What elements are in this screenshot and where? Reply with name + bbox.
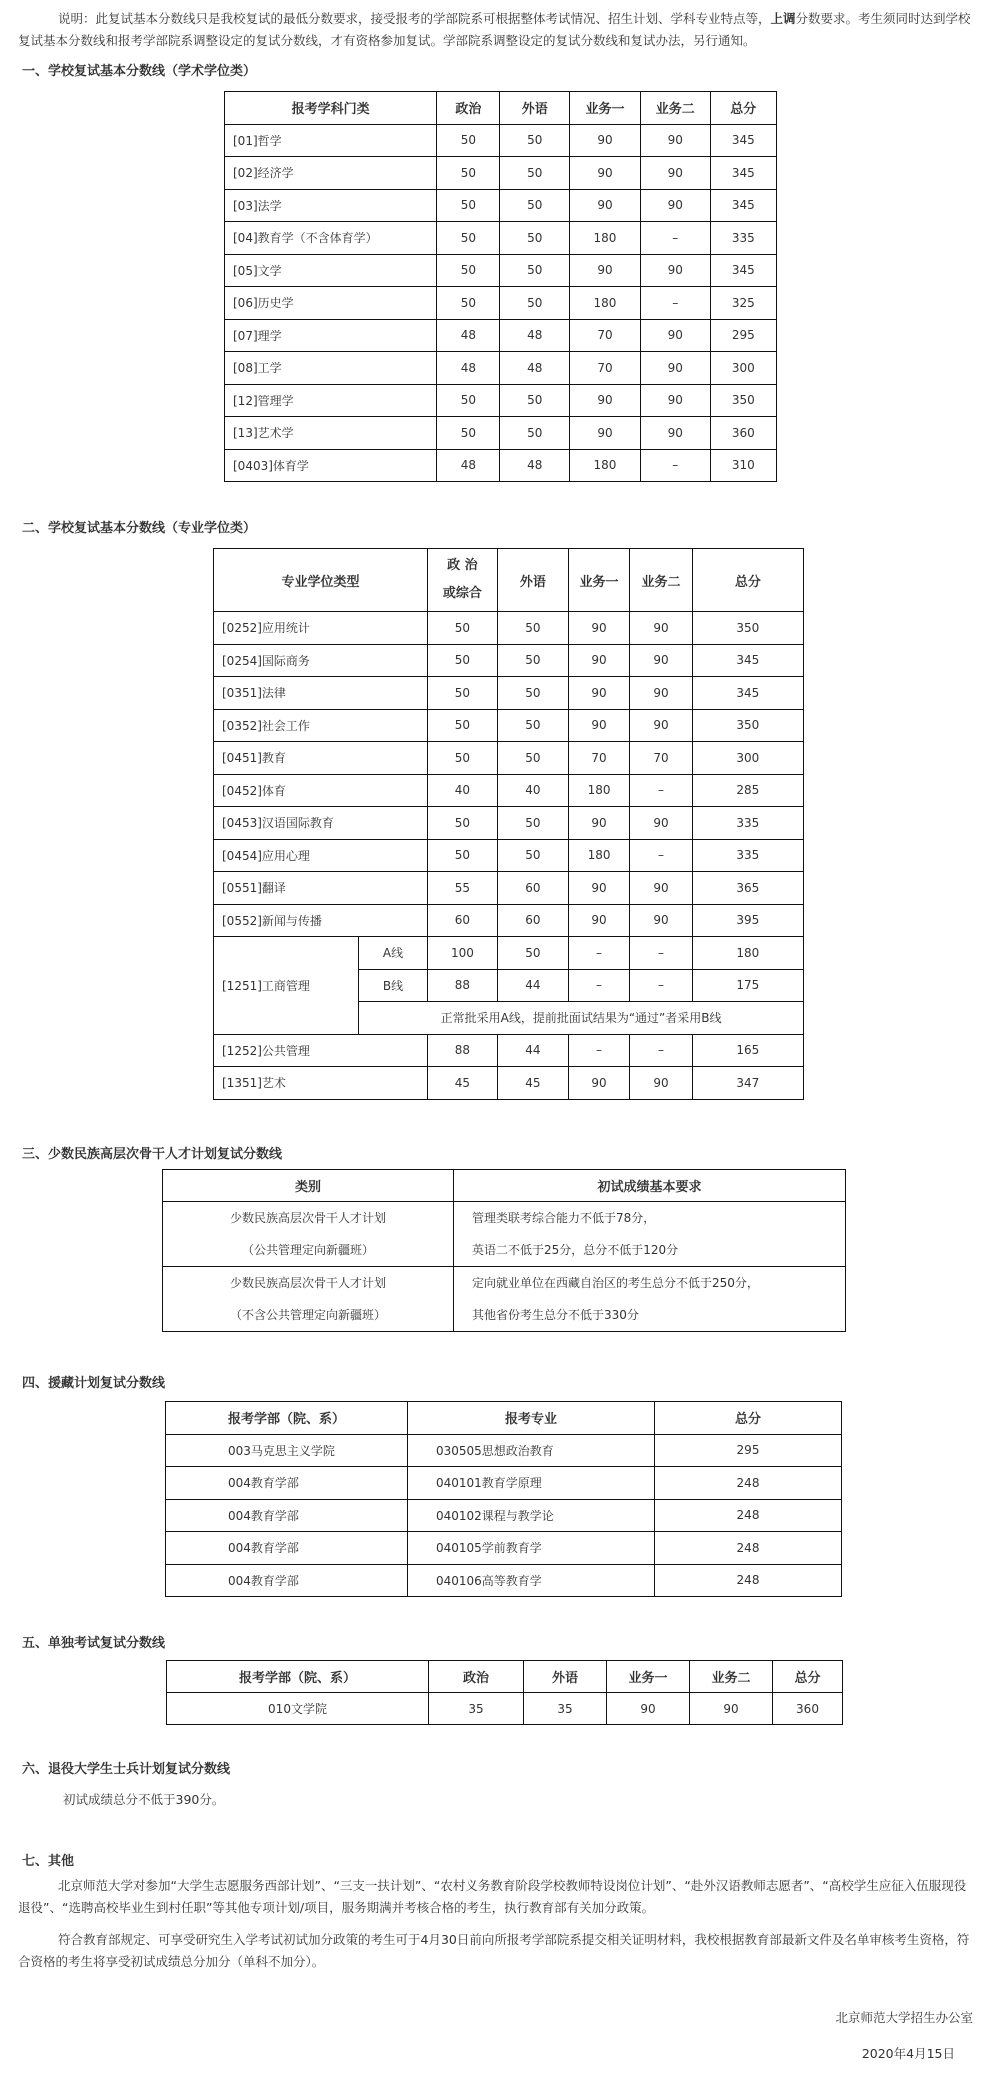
table-row (166, 1434, 842, 1467)
table-row (225, 319, 777, 352)
cell: 360 (773, 1693, 843, 1725)
cell: 360 (710, 417, 776, 450)
cell: 345 (710, 254, 776, 287)
col-header-line: 政 治 (447, 558, 478, 573)
section7-heading: 七、其他 (22, 1854, 75, 1869)
cell: 90 (630, 612, 692, 645)
table-row (214, 839, 804, 872)
cell: 90 (690, 1693, 773, 1725)
col-header: 外语 (500, 92, 570, 125)
col-header: 报考专业 (408, 1402, 655, 1435)
cell: – (640, 287, 710, 320)
cell: 335 (692, 839, 803, 872)
cell: 40 (497, 774, 568, 807)
professional-degree-table (213, 548, 804, 1100)
row-label: [0451]教育 (214, 742, 428, 775)
cell: 030505思想政治教育 (408, 1434, 655, 1467)
cell: 50 (500, 254, 570, 287)
row-label: 004教育学部 (166, 1532, 408, 1565)
cell: 300 (692, 742, 803, 775)
cell: 325 (710, 287, 776, 320)
cell: 90 (570, 417, 641, 450)
cell: 50 (437, 384, 500, 417)
cell: 180 (570, 287, 641, 320)
row-label: [07]理学 (225, 319, 437, 352)
cell: 48 (437, 449, 500, 482)
cell: 60 (497, 872, 568, 905)
cell: 345 (710, 157, 776, 190)
cell: 365 (692, 872, 803, 905)
col-header: 外语 (524, 1661, 607, 1693)
table-row (214, 677, 804, 710)
cell: 90 (630, 1067, 692, 1100)
row-label: [0254]国际商务 (214, 644, 428, 677)
cell: 395 (692, 904, 803, 937)
cell: 90 (630, 904, 692, 937)
row-label: [06]历史学 (225, 287, 437, 320)
cell: 90 (640, 157, 710, 190)
requirement-line: 其他省份考生总分不低于330分 (472, 1308, 639, 1322)
cell: 48 (500, 352, 570, 385)
cell: 90 (640, 352, 710, 385)
table-row (225, 254, 777, 287)
cell: 180 (568, 839, 629, 872)
cell: 50 (497, 807, 568, 840)
row-label: [1252]公共管理 (214, 1034, 428, 1067)
row-label: 004教育学部 (166, 1564, 408, 1597)
row-label: [0552]新闻与传播 (214, 904, 428, 937)
cell: 50 (427, 709, 497, 742)
table-row (225, 124, 777, 157)
col-header-line: 或综合 (442, 586, 482, 601)
signature-date: 2020年4月15日 (861, 2046, 955, 2061)
tibet-aid-table (165, 1401, 842, 1597)
cell: 50 (497, 709, 568, 742)
cell: 50 (427, 839, 497, 872)
section2-heading: 二、学校复试基本分数线（专业学位类） (22, 521, 257, 536)
independent-exam-table (166, 1660, 843, 1725)
row-label: [0452]体育 (214, 774, 428, 807)
row-label-mba: [1251]工商管理 (214, 937, 359, 1035)
cell: 295 (655, 1434, 842, 1467)
cell: 335 (710, 222, 776, 255)
cell: 50 (437, 157, 500, 190)
table-row (167, 1693, 843, 1725)
col-header: 初试成绩基本要求 (454, 1170, 846, 1202)
cell: 90 (630, 677, 692, 710)
cell: 44 (497, 1034, 568, 1067)
cell: 345 (710, 124, 776, 157)
requirement-line: 定向就业单位在西藏自治区的考生总分不低于250分， (472, 1276, 759, 1290)
requirement-cell (454, 1267, 846, 1332)
cell: 48 (437, 319, 500, 352)
table-row (214, 612, 804, 645)
cell: 55 (427, 872, 497, 905)
section3-heading: 三、少数民族高层次骨干人才计划复试分数线 (22, 1147, 283, 1162)
cell: – (630, 969, 692, 1002)
row-label: [05]文学 (225, 254, 437, 287)
row-label: [0403]体育学 (225, 449, 437, 482)
cell: 50 (437, 254, 500, 287)
cell: 50 (500, 124, 570, 157)
cell: 248 (655, 1532, 842, 1565)
section5-heading: 五、单独考试复试分数线 (22, 1636, 166, 1651)
cell: 040105学前教育学 (408, 1532, 655, 1565)
table-row (214, 644, 804, 677)
cell: 300 (710, 352, 776, 385)
cell: 50 (437, 287, 500, 320)
signature-office: 北京师范大学招生办公室 (835, 2010, 973, 2025)
cell: 248 (655, 1564, 842, 1597)
cell: 90 (568, 904, 629, 937)
cell: 90 (640, 417, 710, 450)
cell: 48 (500, 319, 570, 352)
cell: 180 (570, 222, 641, 255)
col-header: 外语 (497, 549, 568, 612)
cell: 50 (500, 417, 570, 450)
col-header: 总分 (710, 92, 776, 125)
cell: 50 (427, 677, 497, 710)
cell: 90 (630, 644, 692, 677)
col-header: 报考学部（院、系） (166, 1402, 408, 1435)
row-label: 004教育学部 (166, 1499, 408, 1532)
col-header: 总分 (655, 1402, 842, 1435)
cell: 50 (497, 612, 568, 645)
cell: – (568, 937, 629, 970)
cell: 248 (655, 1499, 842, 1532)
table-row (225, 449, 777, 482)
cell: 50 (427, 644, 497, 677)
row-label: [0352]社会工作 (214, 709, 428, 742)
cell: 175 (692, 969, 803, 1002)
cell: 248 (655, 1467, 842, 1500)
cell: 90 (607, 1693, 690, 1725)
cell: 45 (497, 1067, 568, 1100)
cell: – (630, 937, 692, 970)
table-header-row (214, 549, 804, 612)
cell: 350 (692, 612, 803, 645)
table-row (214, 872, 804, 905)
table-row (163, 1267, 846, 1332)
cell: 60 (427, 904, 497, 937)
row-label: [0453]汉语国际教育 (214, 807, 428, 840)
section4-heading: 四、援藏计划复试分数线 (22, 1376, 166, 1391)
table-header-row (166, 1402, 842, 1435)
col-header: 政治 (429, 1661, 524, 1693)
col-header: 报考学部（院、系） (167, 1661, 429, 1693)
requirement-cell (454, 1202, 846, 1267)
cell: 310 (710, 449, 776, 482)
row-label: [13]艺术学 (225, 417, 437, 450)
row-label: [04]教育学（不含体育学） (225, 222, 437, 255)
table-header-row (167, 1661, 843, 1693)
intro-text-before: 说明：此复试基本分数线只是我校复试的最低分数要求，接受报考的学部院系可根据整体考试情况、招生计划、学科专业特点等， (58, 11, 771, 26)
cell: 90 (570, 124, 641, 157)
requirement-line: 管理类联考综合能力不低于78分， (472, 1211, 656, 1225)
category-line: （不含公共管理定向新疆班） (229, 1308, 386, 1322)
row-label: [0351]法律 (214, 677, 428, 710)
cell: 48 (500, 449, 570, 482)
cell: 90 (568, 677, 629, 710)
cell: – (568, 969, 629, 1002)
cell: – (640, 449, 710, 482)
cell: 100 (427, 937, 497, 970)
table-row (214, 1034, 804, 1067)
cell: – (568, 1034, 629, 1067)
cell: – (630, 1034, 692, 1067)
cell: 345 (710, 189, 776, 222)
cell: 44 (497, 969, 568, 1002)
col-header: 政治 (437, 92, 500, 125)
cell: 90 (630, 807, 692, 840)
cell: 50 (497, 677, 568, 710)
cell: 345 (692, 677, 803, 710)
category-cell (163, 1202, 454, 1267)
cell: 88 (427, 969, 497, 1002)
cell: – (640, 222, 710, 255)
table-row (214, 774, 804, 807)
section7-paragraph-1: 北京师范大学对参加“大学生志愿服务西部计划”、“三支一扶计划”、“农村义务教育阶段学校教师特设岗位计划”、“赴外汉语教师志愿者”、“高校学生应征入伍服现役退役”、“选聘高校毕业生到村任职”等其他专项计划/项目，服务期满并考核合格的考生，执行教育部有关加分政策。 (18, 1878, 967, 1915)
cell: – (630, 774, 692, 807)
cell: 285 (692, 774, 803, 807)
cell: 90 (568, 872, 629, 905)
section6-heading: 六、退役大学生士兵计划复试分数线 (22, 1762, 231, 1777)
cell: 50 (500, 384, 570, 417)
cell: 70 (570, 352, 641, 385)
intro-bold-word: 上调 (770, 11, 796, 26)
cell: 335 (692, 807, 803, 840)
table-row (163, 1202, 846, 1267)
cell: 180 (570, 449, 641, 482)
cell: 90 (640, 254, 710, 287)
cell: 345 (692, 644, 803, 677)
row-label: [1351]艺术 (214, 1067, 428, 1100)
col-header: 业务一 (568, 549, 629, 612)
table-row (166, 1499, 842, 1532)
cell: 90 (568, 709, 629, 742)
cell: 90 (570, 384, 641, 417)
table-row (225, 352, 777, 385)
table-row (225, 417, 777, 450)
cell: 040101教育学原理 (408, 1467, 655, 1500)
row-label: [0551]翻译 (214, 872, 428, 905)
cell: 50 (500, 157, 570, 190)
row-label: 003马克思主义学院 (166, 1434, 408, 1467)
cell: 70 (568, 742, 629, 775)
col-header: 总分 (692, 549, 803, 612)
cell: 90 (630, 872, 692, 905)
cell: 50 (427, 807, 497, 840)
row-label: [02]经济学 (225, 157, 437, 190)
category-cell (163, 1267, 454, 1332)
category-line: 少数民族高层次骨干人才计划 (229, 1211, 386, 1225)
table-row-mba-a (214, 937, 804, 970)
cell: 70 (630, 742, 692, 775)
col-header: 业务一 (570, 92, 641, 125)
minority-plan-table (162, 1169, 846, 1332)
table-row (214, 904, 804, 937)
cell: 50 (437, 124, 500, 157)
row-label: [01]哲学 (225, 124, 437, 157)
table-row (214, 709, 804, 742)
cell: 90 (640, 384, 710, 417)
cell: 50 (437, 189, 500, 222)
academic-degree-table (224, 91, 777, 482)
table-row (214, 807, 804, 840)
intro-text-after: 分数要求。考生须同时达到学校复试基本分数线和报考学部院系调整设定的复试分数线，才有资格参加复试。学部院系调整设定的复试分数线和复试办法，另行通知。 (18, 11, 971, 48)
cell: 50 (500, 189, 570, 222)
cell: – (630, 839, 692, 872)
col-header: 业务二 (690, 1661, 773, 1693)
cell: 50 (427, 612, 497, 645)
cell: 50 (497, 937, 568, 970)
row-label: 010文学院 (167, 1693, 429, 1725)
cell: 350 (692, 709, 803, 742)
line-label: B线 (359, 969, 428, 1002)
cell: 70 (570, 319, 641, 352)
row-label: [12]管理学 (225, 384, 437, 417)
col-header: 类别 (163, 1170, 454, 1202)
cell: 50 (500, 222, 570, 255)
line-label: A线 (359, 937, 428, 970)
cell: 040106高等教育学 (408, 1564, 655, 1597)
table-header-row (163, 1170, 846, 1202)
section1-heading: 一、学校复试基本分数线（学术学位类） (22, 64, 257, 79)
row-label: 004教育学部 (166, 1467, 408, 1500)
cell: 040102课程与教学论 (408, 1499, 655, 1532)
cell: 45 (427, 1067, 497, 1100)
section6-text: 初试成绩总分不低于390分。 (63, 1792, 225, 1807)
cell: 50 (437, 417, 500, 450)
row-label: [08]工学 (225, 352, 437, 385)
cell: 165 (692, 1034, 803, 1067)
cell: 90 (568, 644, 629, 677)
cell: 180 (692, 937, 803, 970)
row-label: [0252]应用统计 (214, 612, 428, 645)
cell: 180 (568, 774, 629, 807)
col-header: 业务二 (640, 92, 710, 125)
category-line: 少数民族高层次骨干人才计划 (229, 1276, 386, 1290)
cell: 50 (427, 742, 497, 775)
table-row (225, 222, 777, 255)
cell: 90 (640, 124, 710, 157)
intro-paragraph (18, 8, 978, 52)
cell: 88 (427, 1034, 497, 1067)
requirement-line: 英语二不低于25分，总分不低于120分 (472, 1243, 679, 1257)
col-header: 业务二 (630, 549, 692, 612)
cell: 50 (497, 742, 568, 775)
table-row (166, 1564, 842, 1597)
cell: 50 (497, 644, 568, 677)
cell: 50 (497, 839, 568, 872)
cell: 347 (692, 1067, 803, 1100)
cell: 90 (640, 319, 710, 352)
section7-paragraph-2: 符合教育部规定、可享受研究生入学考试初试加分政策的考生可于4月30日前向所报考学部院系提交相关证明材料，我校根据教育部最新文件及名单审核考生资格，符合资格的考生将享受初试成绩总分加分（单科不加分）。 (18, 1932, 970, 1969)
cell: 295 (710, 319, 776, 352)
table-row (225, 384, 777, 417)
cell: 90 (570, 157, 641, 190)
cell: 35 (429, 1693, 524, 1725)
table-row (166, 1467, 842, 1500)
cell: 50 (500, 287, 570, 320)
cell: 350 (710, 384, 776, 417)
table-row (166, 1532, 842, 1565)
mba-note: 正常批采用A线，提前批面试结果为“通过”者采用B线 (359, 1002, 804, 1035)
col-header: 业务一 (607, 1661, 690, 1693)
row-label: [03]法学 (225, 189, 437, 222)
col-header: 报考学科门类 (225, 92, 437, 125)
cell: 90 (568, 612, 629, 645)
table-row (225, 157, 777, 190)
cell: 35 (524, 1693, 607, 1725)
row-label: [0454]应用心理 (214, 839, 428, 872)
cell: 90 (570, 254, 641, 287)
cell: 90 (570, 189, 641, 222)
cell: 50 (437, 222, 500, 255)
table-row (225, 189, 777, 222)
table-header-row (225, 92, 777, 125)
col-header: 总分 (773, 1661, 843, 1693)
cell: 90 (568, 807, 629, 840)
cell: 60 (497, 904, 568, 937)
col-header: 专业学位类型 (214, 549, 428, 612)
cell: 90 (630, 709, 692, 742)
col-header-politics (427, 549, 497, 612)
cell: 90 (568, 1067, 629, 1100)
cell: 48 (437, 352, 500, 385)
table-row (214, 742, 804, 775)
category-line: （公共管理定向新疆班） (241, 1243, 374, 1257)
table-row (225, 287, 777, 320)
cell: 40 (427, 774, 497, 807)
table-row (214, 1067, 804, 1100)
cell: 90 (640, 189, 710, 222)
